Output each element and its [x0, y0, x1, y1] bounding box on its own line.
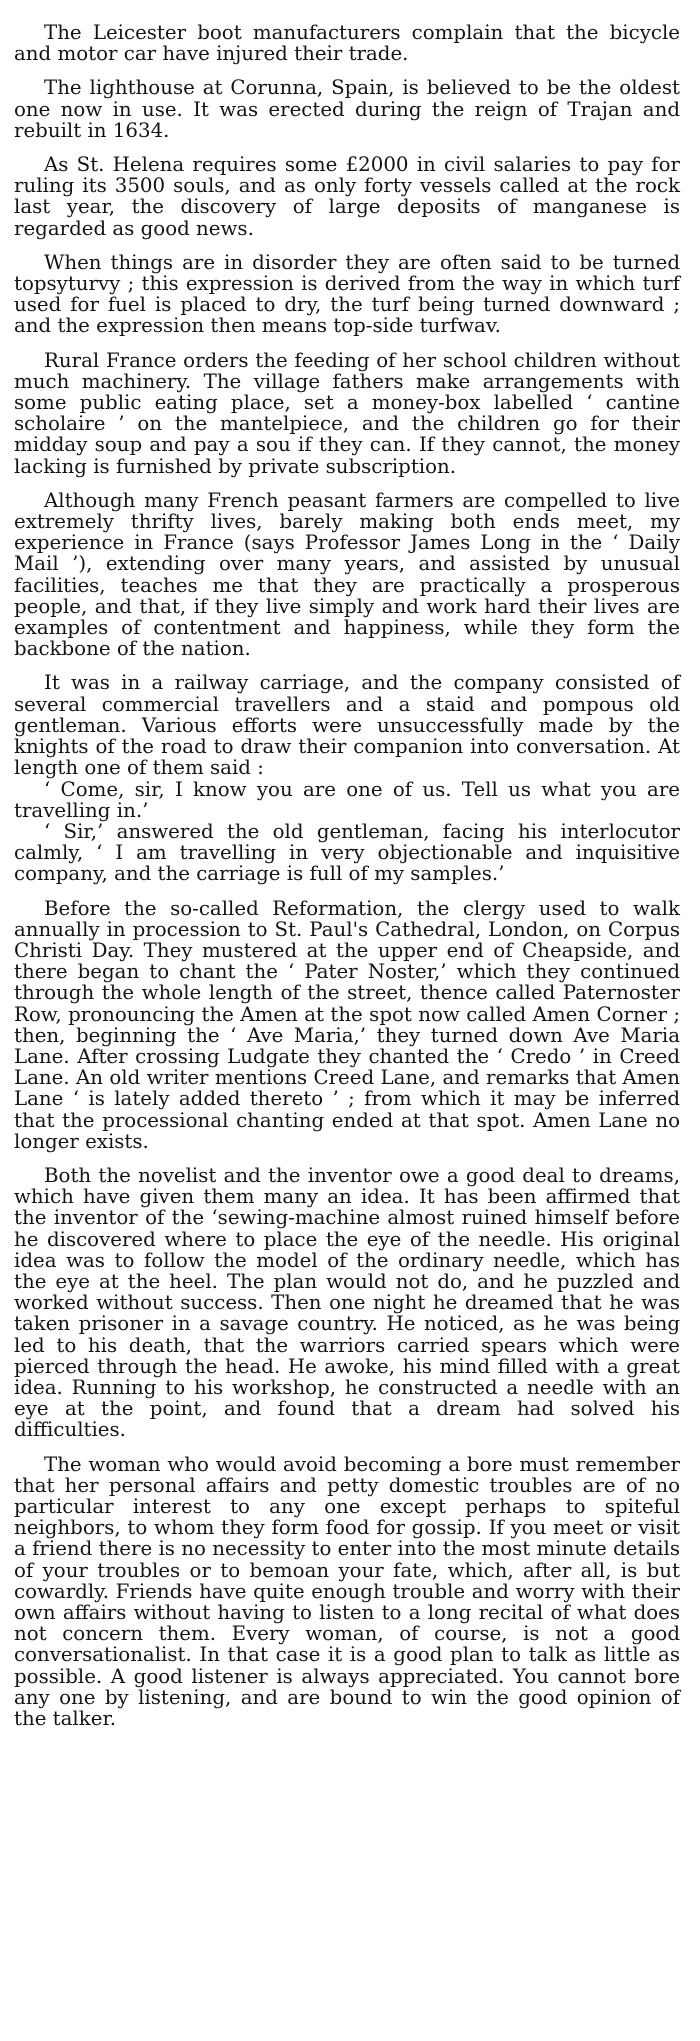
paragraph: It was in a railway carriage, and the company consisted of several commercial travellers and a staid and pompous old gentleman. Various efforts were unsuccessfully made by the knights of the road to draw their companion into conversation. At length one of them said :: [14, 671, 680, 780]
article-french-peasant-farmers: [14, 490, 680, 660]
paragraph: The woman who would avoid becoming a bore must remember that her personal affairs and petty domestic troubles are of no particular interest to any one except perhaps to spiteful neighbors, to whom they form food for gossip. If you meet or visit a friend there is no necessity to enter into the most minute details of your troubles or to bemoan your fate, which, after all, is but cowardly. Friends have quite enough trouble and worry with their own affairs without having to listen to a long recital of what does not concern them. Every woman, of course, is not a good conversationalist. In that case it is a good plan to talk as little as possible. A good listener is always appreciated. You cannot bore any one by listening, and are bound to win the good opinion of the talker.: [14, 1452, 680, 1731]
article-amen-corner: [14, 898, 680, 1152]
article-corunna-lighthouse: [14, 77, 680, 141]
article-topsyturvy: [14, 252, 680, 337]
paragraph: The Leicester boot manufacturers complain that the bicycle and motor car have injured their trade.: [14, 21, 680, 66]
article-rural-france-school-feeding: [14, 350, 680, 477]
paragraph: The lighthouse at Corunna, Spain, is believed to be the oldest one now in use. It was erected during the reign of Trajan and rebuilt in 1634.: [14, 76, 680, 142]
paragraph: ‘ Sir,’ answered the old gentleman, facing his interlocutor calmly, ‘ I am travelling in very objectionable and inquisitive company, and the carriage is full of my samples.’: [14, 819, 680, 886]
paragraph: As St. Helena requires some £2000 in civil salaries to pay for ruling its 3500 souls, and as only forty vessels called at the rock last year, the discovery of large deposits of manganese is regarded as good news.: [14, 153, 680, 240]
article-st-helena: [14, 154, 680, 239]
paragraph: Both the novelist and the inventor owe a good deal to dreams, which have given them many an idea. It has been affirmed that the inventor of the ‘sewing-machine almost ruined himself before he discovered where to place the eye of the needle. His original idea was to follow the model of the ordinary needle, which has the eye at the heel. The plan would not do, and he puzzled and worked without success. Then one night he dreamed that he was taken prisoner in a savage country. He noticed, as he was being led to his death, that the warriors carried spears which were pierced through the head. He awoke, his mind filled with a great idea. Running to his workshop, he constructed a needle with an eye at the point, and found that a dream had solved his difficulties.: [14, 1163, 680, 1442]
paragraph: Although many French peasant farmers are compelled to live extremely thrifty lives, barely making both ends meet, my experience in France (says Professor James Long in the ‘ Daily Mail ’), extending over many years, and assisted by unusual facilities, teaches me that they are practically a prosperous people, and that, if they live simply and work hard their lives are examples of contentment and happiness, while they form the backbone of the nation.: [14, 488, 680, 661]
paragraph: Before the so-called Reformation, the clergy used to walk annually in procession to St. Paul's Cathedral, London, on Corpus Christi Day. They mustered at the upper end of Cheapside, and there began to chant the ‘ Pater Noster,’ which they continued through the whole length of the street, thence called Paternoster Row, pronouncing the Amen at the spot now called Amen Corner ; then, beginning the ‘ Ave Maria,’ they turned down Ave Maria Lane. After crossing Ludgate they chanted the ‘ Credo ’ in Creed Lane. An old writer mentions Creed Lane, and remarks that Amen Lane ‘ is lately added thereto ’ ; from which it may be inferred that the processional chanting ended at that spot. Amen Lane no longer exists.: [14, 896, 680, 1153]
article-woman-bore: [14, 1454, 680, 1730]
article-sewing-machine-dream: [14, 1165, 680, 1441]
article-leicester-boots: [14, 22, 680, 64]
article-railway-carriage-anecdote: [14, 672, 680, 884]
paragraph: When things are in disorder they are often said to be turned topsyturvy ; this expression is derived from the way in which turf used for fuel is placed to dry, the turf being turned downward ; and the expression then means top-side turfwav.: [14, 250, 680, 338]
paragraph: ‘ Come, sir, I know you are one of us. Tell us what you are travelling in.’: [14, 777, 680, 822]
paragraph: Rural France orders the feeding of her school children without much machinery. The village fathers make arrangements with some public eating place, set a money-box labelled ‘ cantine scholaire ’ on the mantelpiece, and the children go for their midday soup and pay a sou if they can. If they cannot, the money lacking is furnished by private subscription.: [14, 348, 680, 478]
